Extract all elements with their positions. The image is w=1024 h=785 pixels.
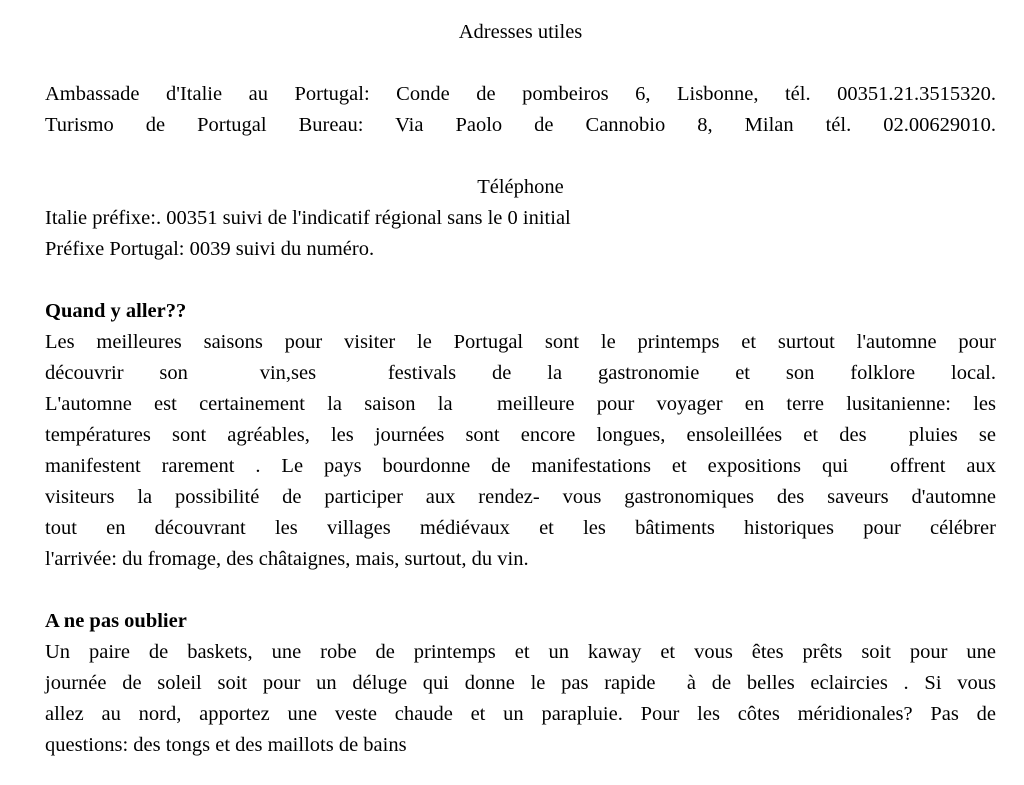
dont-forget-heading: A ne pas oublier: [45, 610, 187, 632]
blank-line: [45, 575, 996, 606]
blank-line: [45, 141, 996, 172]
page-title: Adresses utiles: [458, 21, 583, 43]
paragraph-line: Un paire de baskets, une robe de printemps et un kaway et vous êtes prêts soit pour une: [45, 641, 996, 663]
paragraph-line: découvrir son vin,ses festivals de la gastronomie et son folklore local.: [45, 362, 996, 384]
telephone-line-portugal: Préfixe Portugal: 0039 suivi du numéro.: [45, 238, 375, 260]
telephone-line-italy: Italie préfixe:. 00351 suivi de l'indicatif régional sans le 0 initial: [45, 207, 571, 229]
address-tourism-bureau: Turismo de Portugal Bureau: Via Paolo de Cannobio 8, Milan tél. 02.00629010.: [45, 114, 996, 136]
blank-line: [45, 48, 996, 79]
addresses-block: [45, 79, 996, 141]
paragraph-line: tout en découvrant les villages médiévaux et les bâtiments historiques pour célébrer: [45, 517, 996, 539]
telephone-heading: Téléphone: [477, 176, 564, 198]
blank-line: [45, 265, 996, 296]
paragraph-line: questions: des tongs et des maillots de bains: [45, 734, 407, 756]
paragraph-line: manifestent rarement . Le pays bourdonne de manifestations et expositions qui offrent aux: [45, 455, 996, 477]
paragraph-line: l'arrivée: du fromage, des châtaignes, mais, surtout, du vin.: [45, 548, 529, 570]
paragraph-line: visiteurs la possibilité de participer aux rendez- vous gastronomiques des saveurs d'automne: [45, 486, 996, 508]
telephone-section: [45, 172, 996, 265]
paragraph-line: allez au nord, apportez une veste chaude et un parapluie. Pour les côtes méridionales? Pas de: [45, 703, 996, 725]
paragraph-line: températures sont agréables, les journées sont encore longues, ensoleillées et des pluies se: [45, 424, 996, 446]
paragraph-line: L'automne est certainement la saison la meilleure pour voyager en terre lusitanienne: les: [45, 393, 996, 415]
paragraph-line: journée de soleil soit pour un déluge qui donne le pas rapide à de belles eclaircies . Si vous: [45, 672, 996, 694]
dont-forget-section: [45, 606, 996, 761]
paragraph-line: Les meilleures saisons pour visiter le Portugal sont le printemps et surtout l'automne pour: [45, 331, 996, 353]
document-page: [0, 17, 1024, 785]
address-embassy: Ambassade d'Italie au Portugal: Conde de pombeiros 6, Lisbonne, tél. 00351.21.3515320.: [45, 83, 996, 105]
when-to-go-section: [45, 296, 996, 575]
when-to-go-heading: Quand y aller??: [45, 300, 187, 322]
